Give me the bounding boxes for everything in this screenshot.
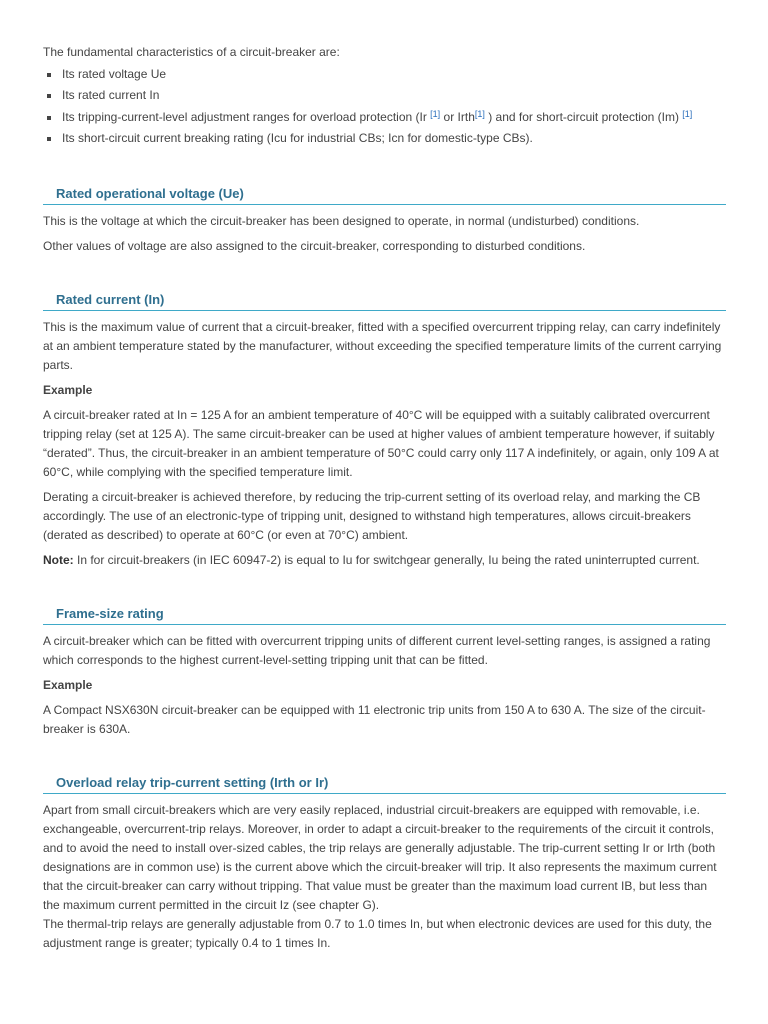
overload-paragraph: Apart from small circuit-breakers which are very easily replaced, industrial circuit-breakers are equipped with removable, i.e. exchangeable, overcurrent-trip relays. Moreover, in order to adapt a circuit-breaker to the requirements of the circuit it controls, and to avoid the need to install over-sized cables, the trip relays are generally adjustable. The trip-current setting Ir or Irth (both designations are in common use) is the current above which the circuit-breaker will trip. It also represents the maximum current that the circuit-breaker can carry without tripping. That value must be greater than the maximum load current IB, but less than the maximum current permitted in the circuit Iz (see chapter G). [43, 803, 717, 912]
list-item: Its tripping-current-level adjustment ranges for overload protection (Ir [1] or Irth[1] ) and for short-circuit protection (Im) [1] [47, 108, 726, 127]
bullet-icon [47, 137, 51, 141]
frame-heading: Frame-size rating [43, 605, 726, 625]
example-label: Example [43, 678, 93, 692]
list-item: Its short-circuit current breaking rating (Icu for industrial CBs; Icn for domestic-type CBs). [47, 129, 726, 148]
current-paragraph: This is the maximum value of current that a circuit-breaker, fitted with a specified overcurrent tripping relay, can carry indefinitely at an ambient temperature stated by the manufacturer, without exceeding the specified temperature limits of the current carrying parts. [43, 320, 722, 372]
list-item: Its rated voltage Ue [47, 65, 726, 84]
note-label: Note: [43, 553, 74, 567]
footnote-link[interactable]: [1] [474, 109, 485, 119]
list-item: Its rated current In [47, 86, 726, 105]
frame-section [43, 605, 726, 739]
overload-section [43, 774, 726, 953]
intro-text: The fundamental characteristics of a circuit-breaker are: [43, 45, 340, 59]
current-paragraph: A circuit-breaker rated at In = 125 A for an ambient temperature of 40°C will be equipped with a suitably calibrated overcurrent tripping relay (set at 125 A). The same circuit-breaker can be used at higher values of ambient temperature however, if suitably “derated”. Thus, the circuit-breaker in an ambient temperature of 50°C could carry only 117 A indefinitely, or again, only 109 A at 60°C, while complying with the specified temperature limit. [43, 408, 719, 479]
current-section [43, 291, 726, 570]
example-label: Example [43, 383, 93, 397]
voltage-paragraph: Other values of voltage are also assigned to the circuit-breaker, corresponding to disturbed conditions. [43, 239, 586, 253]
overload-heading: Overload relay trip-current setting (Irth or Ir) [43, 774, 726, 794]
bullet-icon [47, 73, 51, 77]
note-paragraph: Note: In for circuit-breakers (in IEC 60947-2) is equal to Iu for switchgear generally, Iu being the rated uninterrupted current. [43, 553, 700, 567]
voltage-paragraph: This is the voltage at which the circuit-breaker has been designed to operate, in normal (undisturbed) conditions. [43, 214, 640, 228]
frame-paragraph: A Compact NSX630N circuit-breaker can be equipped with 11 electronic trip units from 150 A to 630 A. The size of the circuit-breaker is 630A. [43, 703, 706, 736]
current-paragraph: Derating a circuit-breaker is achieved therefore, by reducing the trip-current setting of its overload relay, and marking the CB accordingly. The use of an electronic-type of tripping unit, designed to withstand high temperatures, allows circuit-breakers (derated as described) to operate at 60°C (or even at 70°C) ambient. [43, 490, 701, 542]
characteristics-list [43, 65, 726, 148]
footnote-link[interactable]: [1] [682, 109, 693, 119]
frame-paragraph: A circuit-breaker which can be fitted with overcurrent tripping units of different current level-setting ranges, is assigned a rating which corresponds to the highest current-level-setting tripping unit that can be fitted. [43, 634, 711, 667]
bullet-icon [47, 116, 51, 120]
current-heading: Rated current (In) [43, 291, 726, 311]
voltage-heading: Rated operational voltage (Ue) [43, 185, 726, 205]
voltage-section [43, 185, 726, 256]
overload-paragraph: The thermal-trip relays are generally adjustable from 0.7 to 1.0 times In, but when electronic devices are used for this duty, the adjustment range is greater; typically 0.4 to 1 times In. [43, 917, 712, 950]
bullet-icon [47, 94, 51, 98]
footnote-link[interactable]: [1] [430, 109, 441, 119]
